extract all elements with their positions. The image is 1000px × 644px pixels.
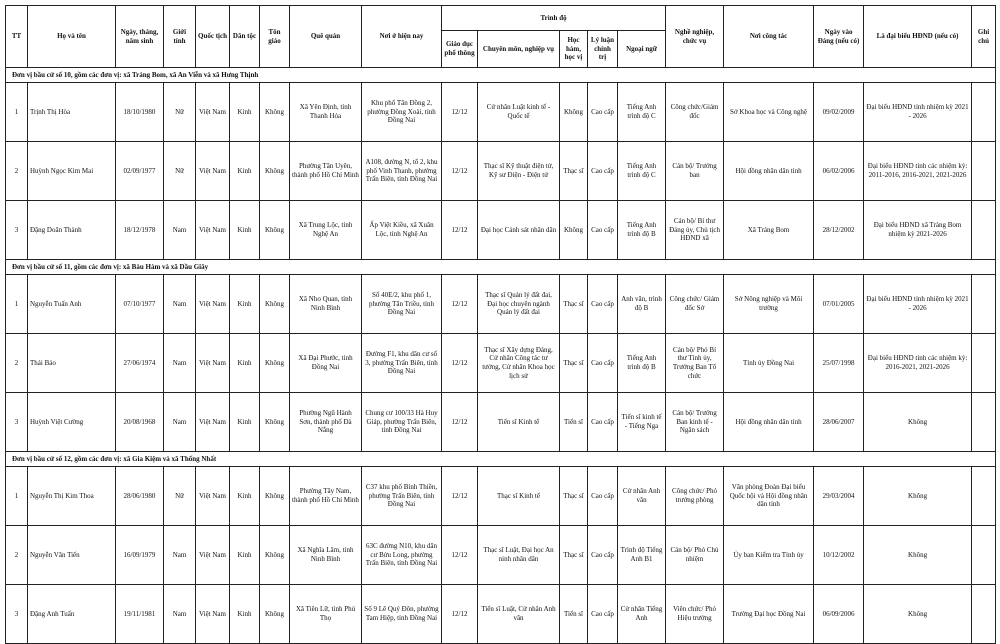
- cell-hometown: Phường Tây Nam, thành phố Hồ Chí Minh: [290, 467, 362, 526]
- cell-professional: Thạc sĩ Luật, Đại học An ninh nhân dân: [478, 526, 560, 585]
- cell-language: Cử nhân Anh văn: [618, 467, 666, 526]
- cell-gender: Nam: [164, 334, 196, 393]
- cell-academic: Thạc sĩ: [560, 334, 588, 393]
- cell-residence: Chung cư 100/33 Hà Huy Giáp, phường Trấn Biên, tỉnh Đồng Nai: [362, 393, 442, 452]
- cell-dob: 27/06/1974: [116, 334, 164, 393]
- table-row: [6, 585, 996, 644]
- cell-workplace: Văn phòng Đoàn Đại biểu Quốc hội và Hội đồng nhân dân tỉnh: [724, 467, 814, 526]
- cell-party-date: 06/09/2006: [814, 585, 864, 644]
- header-religion: Tôn giáo: [260, 6, 290, 68]
- cell-tt: 1: [6, 83, 28, 142]
- cell-religion: Không: [260, 275, 290, 334]
- cell-language: Tiếng Anh trình độ B: [618, 201, 666, 260]
- header-party-date: Ngày vào Đảng (nếu có): [814, 6, 864, 68]
- cell-hometown: Phường Tân Uyên, thành phố Hồ Chí Minh: [290, 142, 362, 201]
- cell-dob: 28/06/1980: [116, 467, 164, 526]
- header-dob: Ngày, tháng, năm sinh: [116, 6, 164, 68]
- cell-name: Trịnh Thị Hòa: [28, 83, 116, 142]
- cell-political: Cao cấp: [588, 275, 618, 334]
- cell-workplace: Ủy ban Kiểm tra Tỉnh ủy: [724, 526, 814, 585]
- cell-notes: [972, 585, 996, 644]
- cell-ethnicity: Kinh: [230, 334, 260, 393]
- cell-language: Tiếng Anh trình độ C: [618, 142, 666, 201]
- cell-party-date: 09/02/2009: [814, 83, 864, 142]
- cell-residence: A108, đường N, tổ 2, khu phố Vinh Thanh, phường Trấn Biên, tỉnh Đồng Nai: [362, 142, 442, 201]
- cell-general: 12/12: [442, 142, 478, 201]
- cell-occupation: Công chức/ Giám đốc Sở: [666, 275, 724, 334]
- cell-political: Cao cấp: [588, 393, 618, 452]
- cell-party-date: 28/06/2007: [814, 393, 864, 452]
- cell-party-date: 28/12/2002: [814, 201, 864, 260]
- cell-ethnicity: Kinh: [230, 83, 260, 142]
- cell-residence: 63C đường N10, khu dân cư Bửu Long, phường Trấn Biên, tỉnh Đồng Nai: [362, 526, 442, 585]
- cell-residence: Số 40E/2, khu phố 1, phường Tân Triều, tỉnh Đồng Nai: [362, 275, 442, 334]
- cell-general: 12/12: [442, 275, 478, 334]
- cell-professional: Tiến sĩ Luật, Cử nhân Anh văn: [478, 585, 560, 644]
- cell-hometown: Xã Trung Lộc, tỉnh Nghệ An: [290, 201, 362, 260]
- table-row: [6, 526, 996, 585]
- cell-notes: [972, 83, 996, 142]
- cell-notes: [972, 393, 996, 452]
- cell-workplace: Sở Nông nghiệp và Môi trường: [724, 275, 814, 334]
- header-notes: Ghi chú: [972, 6, 996, 68]
- cell-religion: Không: [260, 334, 290, 393]
- group-row: [6, 260, 996, 275]
- cell-notes: [972, 275, 996, 334]
- group-row: [6, 452, 996, 467]
- cell-tt: 1: [6, 467, 28, 526]
- cell-tt: 2: [6, 142, 28, 201]
- header-hometown: Quê quán: [290, 6, 362, 68]
- cell-political: Cao cấp: [588, 142, 618, 201]
- cell-academic: Tiến sĩ: [560, 393, 588, 452]
- cell-professional: Thạc sĩ Quản lý đất đai, Đại học chuyên ngành Quản lý đất đai: [478, 275, 560, 334]
- candidate-table: [5, 5, 996, 644]
- cell-delegate: Không: [864, 585, 972, 644]
- cell-nationality: Việt Nam: [196, 393, 230, 452]
- cell-occupation: Cán bộ/ Phó Bí thư Tỉnh ủy, Trưởng Ban Tổ chức: [666, 334, 724, 393]
- cell-ethnicity: Kinh: [230, 142, 260, 201]
- cell-hometown: Xã Nghĩa Lâm, tỉnh Ninh Bình: [290, 526, 362, 585]
- header-workplace: Nơi công tác: [724, 6, 814, 68]
- table-row: [6, 393, 996, 452]
- cell-language: Trình độ Tiếng Anh B1: [618, 526, 666, 585]
- cell-occupation: Viên chức/ Phó Hiệu trưởng: [666, 585, 724, 644]
- cell-political: Cao cấp: [588, 585, 618, 644]
- cell-workplace: Sở Khoa học và Công nghệ: [724, 83, 814, 142]
- cell-academic: Thạc sĩ: [560, 142, 588, 201]
- cell-professional: Thạc sĩ Kỹ thuật điện tử, Kỹ sư Điện - Điện tử: [478, 142, 560, 201]
- cell-nationality: Việt Nam: [196, 142, 230, 201]
- cell-notes: [972, 334, 996, 393]
- cell-residence: Đường F1, khu dân cư số 3, phường Trấn Biên, tỉnh Đồng Nai: [362, 334, 442, 393]
- cell-religion: Không: [260, 142, 290, 201]
- cell-delegate: Không: [864, 526, 972, 585]
- header-political: Lý luận chính trị: [588, 31, 618, 68]
- cell-academic: Thạc sĩ: [560, 467, 588, 526]
- cell-political: Cao cấp: [588, 467, 618, 526]
- cell-delegate: Đại biểu HĐND tỉnh các nhiệm kỳ: 2011-2016, 2016-2021, 2021-2026: [864, 142, 972, 201]
- cell-notes: [972, 142, 996, 201]
- cell-tt: 3: [6, 393, 28, 452]
- cell-gender: Nam: [164, 585, 196, 644]
- cell-occupation: Công chức/ Phó trưởng phòng: [666, 467, 724, 526]
- cell-party-date: 10/12/2002: [814, 526, 864, 585]
- cell-religion: Không: [260, 526, 290, 585]
- cell-general: 12/12: [442, 585, 478, 644]
- cell-occupation: Công chức/Giám đốc: [666, 83, 724, 142]
- table-row: [6, 467, 996, 526]
- cell-dob: 18/12/1978: [116, 201, 164, 260]
- cell-gender: Nam: [164, 526, 196, 585]
- cell-occupation: Cán bộ/ Phó Chủ nhiệm: [666, 526, 724, 585]
- cell-academic: Thạc sĩ: [560, 526, 588, 585]
- cell-language: Tiếng Anh trình độ B: [618, 334, 666, 393]
- cell-gender: Nữ: [164, 467, 196, 526]
- cell-professional: Tiến sĩ Kinh tế: [478, 393, 560, 452]
- cell-hometown: Phường Ngũ Hành Sơn, thành phố Đà Nẵng: [290, 393, 362, 452]
- cell-ethnicity: Kinh: [230, 526, 260, 585]
- cell-general: 12/12: [442, 83, 478, 142]
- cell-hometown: Xã Nho Quan, tỉnh Ninh Bình: [290, 275, 362, 334]
- cell-religion: Không: [260, 83, 290, 142]
- cell-gender: Nam: [164, 201, 196, 260]
- cell-residence: Ấp Việt Kiều, xã Xuân Lộc, tỉnh Nghệ An: [362, 201, 442, 260]
- cell-tt: 2: [6, 526, 28, 585]
- cell-religion: Không: [260, 201, 290, 260]
- cell-religion: Không: [260, 585, 290, 644]
- cell-party-date: 07/01/2005: [814, 275, 864, 334]
- cell-tt: 2: [6, 334, 28, 393]
- header-occupation: Nghề nghiệp, chức vụ: [666, 6, 724, 68]
- cell-workplace: Hội đồng nhân dân tỉnh: [724, 393, 814, 452]
- cell-academic: Không: [560, 83, 588, 142]
- cell-delegate: Không: [864, 393, 972, 452]
- cell-notes: [972, 467, 996, 526]
- cell-occupation: Cán bộ/ Bí thư Đảng ủy, Chủ tịch HĐND xã: [666, 201, 724, 260]
- cell-gender: Nữ: [164, 83, 196, 142]
- table-row: [6, 275, 996, 334]
- header-professional: Chuyên môn, nghiệp vụ: [478, 31, 560, 68]
- cell-professional: Thạc sĩ Kinh tế: [478, 467, 560, 526]
- cell-ethnicity: Kinh: [230, 201, 260, 260]
- cell-name: Nguyễn Văn Tiến: [28, 526, 116, 585]
- cell-gender: Nam: [164, 393, 196, 452]
- table-row: [6, 142, 996, 201]
- cell-general: 12/12: [442, 201, 478, 260]
- cell-residence: Khu phố Tân Đồng 2, phường Đồng Xoài, tỉnh Đồng Nai: [362, 83, 442, 142]
- cell-workplace: Trường Đại học Đồng Nai: [724, 585, 814, 644]
- cell-nationality: Việt Nam: [196, 83, 230, 142]
- cell-general: 12/12: [442, 393, 478, 452]
- cell-political: Cao cấp: [588, 334, 618, 393]
- header-language: Ngoại ngữ: [618, 31, 666, 68]
- group-title: Đơn vị bầu cử số 10, gồm các đơn vị: xã Trảng Bom, xã An Viễn và xã Hưng Thịnh: [6, 68, 996, 83]
- header-ethnicity: Dân tộc: [230, 6, 260, 68]
- cell-dob: 07/10/1977: [116, 275, 164, 334]
- cell-gender: Nữ: [164, 142, 196, 201]
- cell-ethnicity: Kinh: [230, 467, 260, 526]
- cell-delegate: Đại biểu HĐND tỉnh các nhiệm kỳ: 2016-2021, 2021-2026: [864, 334, 972, 393]
- header-residence: Nơi ở hiện nay: [362, 6, 442, 68]
- cell-professional: Thạc sĩ Xây dựng Đảng, Cử nhân Công tác tư tưởng, Cử nhân Khoa học lịch sử: [478, 334, 560, 393]
- header-education: Trình độ: [442, 6, 666, 31]
- cell-hometown: Xã Đại Phước, tỉnh Đồng Nai: [290, 334, 362, 393]
- cell-delegate: Đại biểu HĐND tỉnh nhiệm kỳ 2021 - 2026: [864, 275, 972, 334]
- cell-language: Cử nhân Tiếng Anh: [618, 585, 666, 644]
- cell-name: Đặng Doãn Thành: [28, 201, 116, 260]
- cell-party-date: 06/02/2006: [814, 142, 864, 201]
- cell-academic: Không: [560, 201, 588, 260]
- cell-workplace: Xã Trảng Bom: [724, 201, 814, 260]
- cell-notes: [972, 201, 996, 260]
- cell-dob: 02/09/1977: [116, 142, 164, 201]
- cell-nationality: Việt Nam: [196, 526, 230, 585]
- header-general: Giáo dục phổ thông: [442, 31, 478, 68]
- table-row: [6, 83, 996, 142]
- cell-ethnicity: Kinh: [230, 393, 260, 452]
- cell-gender: Nam: [164, 275, 196, 334]
- header-name: Họ và tên: [28, 6, 116, 68]
- cell-tt: 1: [6, 275, 28, 334]
- cell-language: Anh văn, trình độ B: [618, 275, 666, 334]
- cell-religion: Không: [260, 467, 290, 526]
- cell-delegate: Đại biểu HĐND tỉnh nhiệm kỳ 2021 - 2026: [864, 83, 972, 142]
- header-academic: Học hàm, học vị: [560, 31, 588, 68]
- header-nationality: Quốc tịch: [196, 6, 230, 68]
- group-row: [6, 68, 996, 83]
- group-title: Đơn vị bầu cử số 12, gồm các đơn vị: xã Gia Kiệm và xã Thống Nhất: [6, 452, 996, 467]
- cell-name: Huỳnh Ngọc Kim Mai: [28, 142, 116, 201]
- cell-delegate: Không: [864, 467, 972, 526]
- cell-delegate: Đại biểu HĐND xã Trảng Bom nhiệm kỳ 2021-2026: [864, 201, 972, 260]
- cell-tt: 3: [6, 201, 28, 260]
- cell-language: Tiếng Anh trình độ C: [618, 83, 666, 142]
- cell-general: 12/12: [442, 334, 478, 393]
- cell-tt: 3: [6, 585, 28, 644]
- cell-workplace: Tỉnh ủy Đồng Nai: [724, 334, 814, 393]
- cell-name: Nguyễn Tuấn Anh: [28, 275, 116, 334]
- cell-occupation: Cán bộ/ Trưởng ban: [666, 142, 724, 201]
- table-row: [6, 201, 996, 260]
- cell-workplace: Hội đồng nhân dân tỉnh: [724, 142, 814, 201]
- cell-residence: Số 9 Lê Quý Đôn, phường Tam Hiệp, tỉnh Đồng Nai: [362, 585, 442, 644]
- cell-general: 12/12: [442, 467, 478, 526]
- cell-dob: 19/11/1981: [116, 585, 164, 644]
- cell-nationality: Việt Nam: [196, 201, 230, 260]
- group-title: Đơn vị bầu cử số 11, gồm các đơn vị: xã Bàu Hàm và xã Dầu Giây: [6, 260, 996, 275]
- cell-political: Cao cấp: [588, 83, 618, 142]
- cell-academic: Thạc sĩ: [560, 275, 588, 334]
- header-gender: Giới tính: [164, 6, 196, 68]
- cell-name: Thái Bảo: [28, 334, 116, 393]
- cell-hometown: Xã Yên Định, tỉnh Thanh Hóa: [290, 83, 362, 142]
- cell-hometown: Xã Tiên Lữ, tỉnh Phú Thọ: [290, 585, 362, 644]
- cell-nationality: Việt Nam: [196, 275, 230, 334]
- cell-academic: Tiến sĩ: [560, 585, 588, 644]
- cell-name: Huỳnh Việt Cường: [28, 393, 116, 452]
- cell-professional: Đại học Cảnh sát nhân dân: [478, 201, 560, 260]
- cell-dob: 18/10/1980: [116, 83, 164, 142]
- cell-ethnicity: Kinh: [230, 275, 260, 334]
- header-delegate: Là đại biểu HĐND (nếu có): [864, 6, 972, 68]
- header-tt: TT: [6, 6, 28, 68]
- cell-nationality: Việt Nam: [196, 467, 230, 526]
- cell-religion: Không: [260, 393, 290, 452]
- cell-language: Tiến sĩ kinh tế - Tiếng Nga: [618, 393, 666, 452]
- table-row: [6, 334, 996, 393]
- cell-political: Cao cấp: [588, 526, 618, 585]
- cell-dob: 20/08/1968: [116, 393, 164, 452]
- cell-name: Đặng Anh Tuấn: [28, 585, 116, 644]
- cell-name: Nguyễn Thị Kim Thoa: [28, 467, 116, 526]
- cell-general: 12/12: [442, 526, 478, 585]
- cell-ethnicity: Kinh: [230, 585, 260, 644]
- cell-nationality: Việt Nam: [196, 585, 230, 644]
- cell-nationality: Việt Nam: [196, 334, 230, 393]
- cell-professional: Cử nhân Luật kinh tế - Quốc tế: [478, 83, 560, 142]
- cell-residence: C37 khu phố Bình Thiền, phường Trấn Biên, tỉnh Đồng Nai: [362, 467, 442, 526]
- cell-party-date: 25/07/1998: [814, 334, 864, 393]
- cell-notes: [972, 526, 996, 585]
- cell-occupation: Cán bộ/ Trưởng Ban kinh tế - Ngân sách: [666, 393, 724, 452]
- cell-party-date: 29/03/2004: [814, 467, 864, 526]
- cell-dob: 16/09/1979: [116, 526, 164, 585]
- cell-political: Cao cấp: [588, 201, 618, 260]
